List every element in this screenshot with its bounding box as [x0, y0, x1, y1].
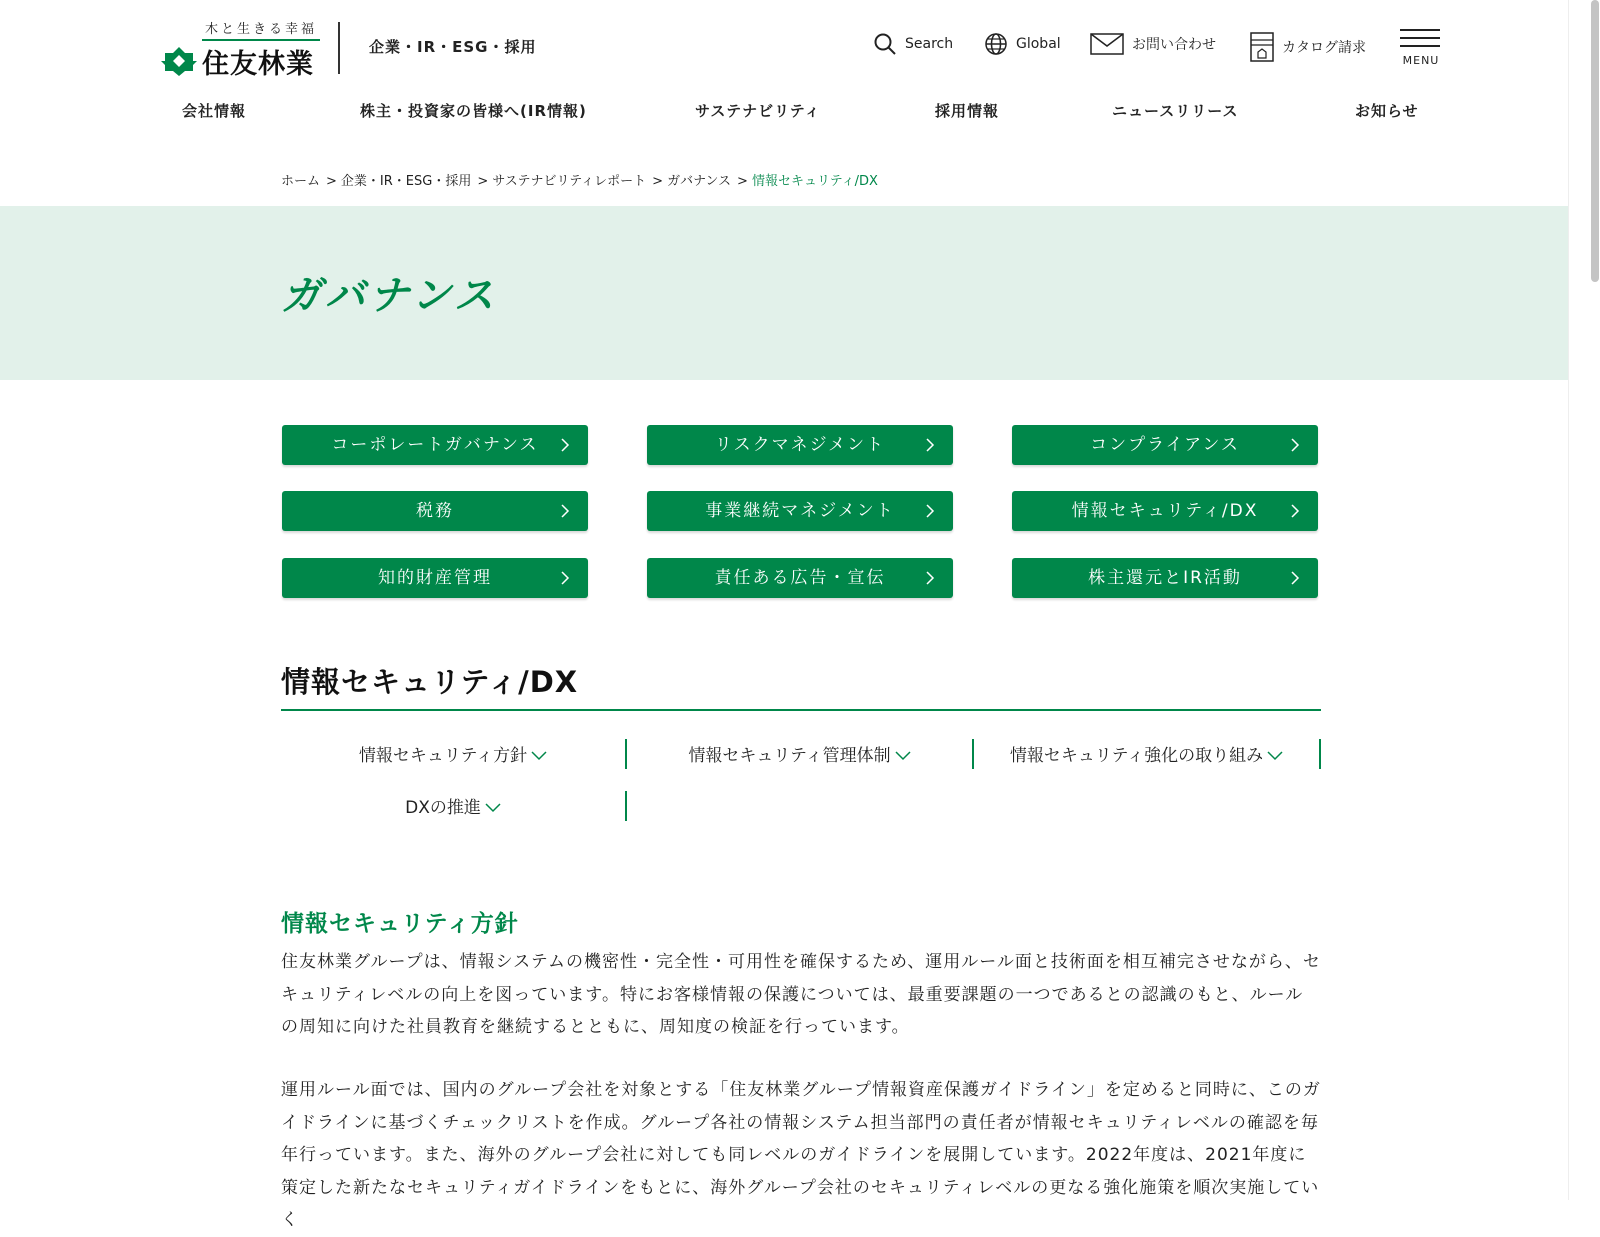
chevron-right-icon [558, 504, 572, 518]
category-button-label: コーポレートガバナンス [331, 435, 539, 455]
chevron-right-icon [923, 438, 937, 452]
subsection-title: 情報セキュリティ方針 [281, 911, 519, 937]
gnav-news[interactable]: ニュースリリース [1112, 102, 1239, 120]
logo-divider [338, 22, 340, 74]
chevron-right-icon [1288, 504, 1302, 518]
category-button-tax[interactable] [282, 491, 588, 531]
anchor-link-dx[interactable] [282, 793, 624, 823]
contact-link[interactable] [1090, 32, 1216, 56]
category-button-label: 情報セキュリティ/DX [1071, 501, 1259, 521]
category-button-compliance[interactable] [1012, 425, 1318, 465]
breadcrumb-item[interactable]: 企業・IR・ESG・採用 [340, 174, 472, 189]
category-button-ip-management[interactable] [282, 558, 588, 598]
chevron-down-icon [531, 751, 547, 761]
search-icon [873, 32, 897, 56]
category-button-label: 株主還元とIR活動 [1088, 568, 1242, 588]
category-button-info-security[interactable] [1012, 491, 1318, 531]
catalog-label: カタログ請求 [1282, 40, 1366, 56]
hero-band [0, 206, 1568, 380]
breadcrumb-separator: > [477, 174, 489, 189]
contact-label: お問い合わせ [1132, 37, 1216, 53]
logo-tagline: 木と生きる幸福 [202, 18, 320, 41]
breadcrumb-separator: > [326, 174, 337, 189]
breadcrumb [281, 170, 878, 189]
category-button-label: コンプライアンス [1090, 435, 1240, 455]
breadcrumb-current: 情報セキュリティ/DX [751, 174, 878, 189]
anchor-link-policy[interactable] [282, 741, 624, 771]
chevron-right-icon [558, 438, 572, 452]
anchor-separator [625, 791, 627, 821]
mail-icon [1090, 32, 1124, 56]
anchor-link-strengthening[interactable] [974, 741, 1319, 771]
chevron-down-icon [1267, 751, 1283, 761]
anchor-separator [1319, 739, 1321, 769]
anchor-link-label: DXの推進 [405, 798, 481, 818]
global-link[interactable] [984, 32, 1061, 56]
breadcrumb-item[interactable]: サステナビリティレポート [492, 174, 647, 189]
chevron-right-icon [1288, 571, 1302, 585]
scrollbar-thumb[interactable] [1591, 0, 1599, 282]
menu-bar-icon [1400, 45, 1440, 47]
chevron-down-icon [485, 803, 501, 813]
category-button-label: リスクマネジメント [714, 435, 886, 455]
chevron-down-icon [895, 751, 911, 761]
site-header [0, 0, 1568, 150]
body-paragraph: 住友林業グループは、情報システムの機密性・完全性・可用性を確保するため、運用ルール面と技術面を相互補完させながら、セキュリティレベルの向上を図っています。特にお客様情報の保護については、最重要課題の一つであるとの認識のもと、ルールの周知に向けた社員教育を継続するとともに、周知度の検証を行っています。 [281, 952, 1321, 1037]
category-button-corporate-governance[interactable] [282, 425, 588, 465]
breadcrumb-separator: > [737, 174, 748, 189]
chevron-right-icon [923, 571, 937, 585]
breadcrumb-separator: > [652, 174, 664, 189]
logo-name: 住友林業 [202, 49, 314, 80]
site-label[interactable]: 企業・IR・ESG・採用 [369, 38, 537, 56]
global-label: Global [1016, 36, 1061, 52]
menu-bar-icon [1400, 29, 1440, 31]
category-button-bcm[interactable] [647, 491, 953, 531]
global-navigation [0, 100, 1568, 130]
breadcrumb-item[interactable]: ホーム [281, 174, 321, 189]
menu-bar-icon [1400, 37, 1440, 39]
category-button-label: 税務 [416, 501, 454, 521]
anchor-link-label: 情報セキュリティ管理体制 [688, 746, 891, 766]
anchor-link-label: 情報セキュリティ強化の取り組み [1009, 746, 1264, 766]
anchor-link-management-structure[interactable] [627, 741, 972, 771]
section-title: 情報セキュリティ/DX [281, 665, 579, 699]
category-button-label: 知的財産管理 [378, 568, 492, 588]
section-divider [281, 709, 1321, 711]
category-button-risk-management[interactable] [647, 425, 953, 465]
catalog-icon [1250, 32, 1274, 62]
page-title: ガバナンス [281, 272, 498, 319]
search-link[interactable] [873, 32, 953, 56]
globe-icon [984, 32, 1008, 56]
gnav-ir[interactable]: 株主・投資家の皆様へ(IR情報) [360, 102, 587, 120]
gnav-notice[interactable]: お知らせ [1355, 102, 1419, 120]
chevron-right-icon [558, 571, 572, 585]
menu-label: MENU [1402, 54, 1440, 67]
menu-button[interactable] [1400, 29, 1442, 69]
page-scrollbar[interactable] [1568, 0, 1600, 1200]
anchor-link-label: 情報セキュリティ方針 [358, 746, 528, 766]
chevron-right-icon [1288, 438, 1302, 452]
chevron-right-icon [923, 504, 937, 518]
gnav-recruit[interactable]: 採用情報 [935, 102, 1000, 120]
category-button-label: 責任ある広告・宣伝 [714, 568, 886, 588]
category-button-responsible-advertising[interactable] [647, 558, 953, 598]
catalog-link[interactable] [1250, 32, 1366, 62]
breadcrumb-item[interactable]: ガバナンス [667, 174, 732, 189]
gnav-company[interactable]: 会社情報 [182, 102, 247, 120]
category-button-shareholder-ir[interactable] [1012, 558, 1318, 598]
body-paragraph: 運用ルール面では、国内のグループ会社を対象とする「住友林業グループ情報資産保護ガイドライン」を定めると同時に、このガイドラインに基づくチェックリストを作成。グループ各社の情報システム担当部門の責任者が情報セキュリティレベルの確認を毎年行っています。また、海外のグループ会社に対しても同レベルのガイドラインを展開しています。2022年度は、2021年度に策定した新たなセキュリティガイドラインをもとに、海外グループ会社のセキュリティレベルの更なる強化施策を順次実施していく [281, 1080, 1321, 1230]
category-button-label: 事業継続マネジメント [705, 501, 895, 521]
search-label: Search [905, 36, 954, 52]
logo-mark-icon [160, 45, 198, 77]
company-logo[interactable] [160, 18, 320, 80]
gnav-sustainability[interactable]: サステナビリティ [695, 102, 821, 120]
